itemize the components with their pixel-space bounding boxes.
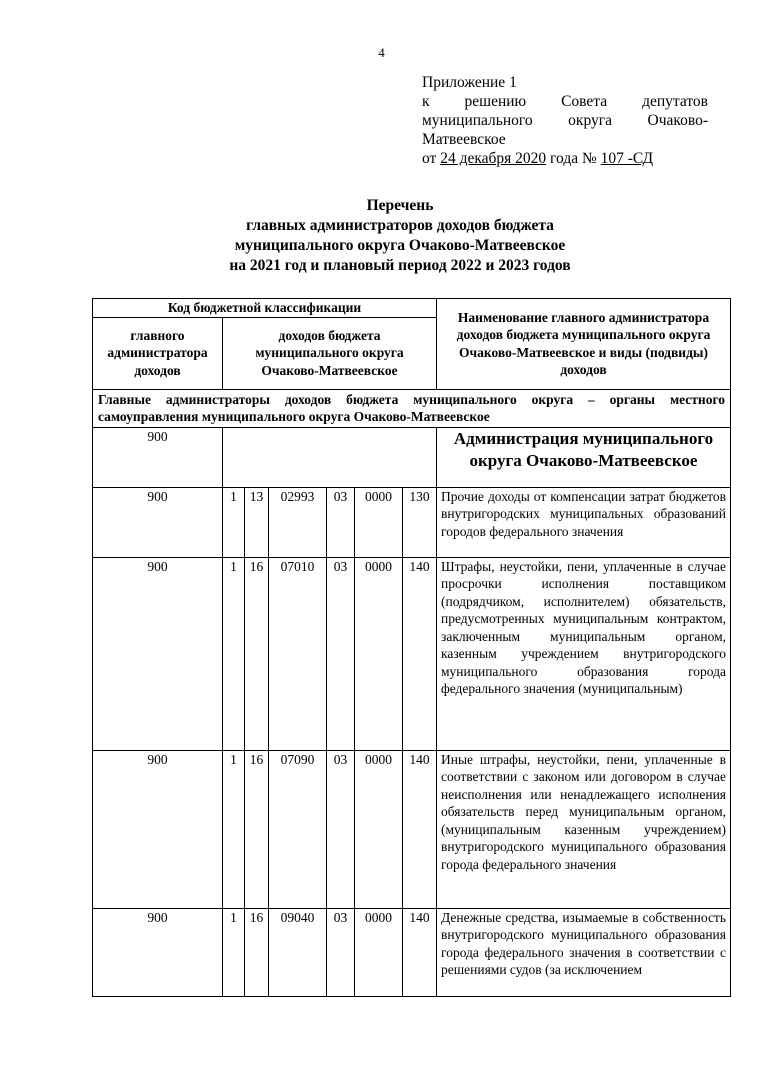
row-description: Штрафы, неустойки, пени, уплаченные в случае просрочки исполнения поставщиком (подрядчиком, исполнителем) обязательств, предусмотренных муниципальным контрактом, заключенным муниципальным органом, казенным учреждением внутригородского муниципального образования города федерального значения (муниципальным) (437, 557, 731, 750)
appendix-line-1: Приложение 1 (422, 74, 517, 91)
title-line-1: Перечень (366, 197, 434, 214)
appendix-line-4: Матвеевское (422, 131, 506, 148)
row-description: Иные штрафы, неустойки, пени, уплаченные в соответствии с законом или договором в случае неисполнения или ненадлежащего исполнения обязательств перед муниципальным органом, (муниципальным казенным учреждением) внутригородского муниципального образования города федерального значения (437, 750, 731, 908)
row-code-subgroup: 13 (245, 487, 269, 557)
row-description: Прочие доходы от компенсации затрат бюджетов внутригородских муниципальных образований городов федерального значения (437, 487, 731, 557)
appendix-date-prefix: от (422, 150, 441, 167)
appendix-date-line (422, 149, 708, 168)
row-code-subtype: 0000 (355, 750, 403, 908)
row-code-article: 09040 (269, 908, 327, 996)
row-admin-code: 900 (93, 908, 223, 996)
header-income-code: доходов бюджета муниципального округа Очаково-Матвеевское (223, 317, 437, 389)
admin-name: Администрация муниципального округа Очаково-Матвеевское (437, 427, 731, 487)
row-code-classification: 140 (403, 908, 437, 996)
appendix-number: 107 -СД (600, 150, 654, 167)
row-code-group: 1 (223, 487, 245, 557)
page-number: 4 (378, 45, 385, 60)
group-title: Главные администраторы доходов бюджета муниципального округа – органы местного самоуправления муниципального округа Очаково-Матвеевское (93, 389, 731, 427)
header-admin-name: Наименование главного администратора доходов бюджета муниципального округа Очаково-Матвеевское и виды (подвиды) доходов (437, 299, 731, 390)
admin-row (93, 427, 731, 487)
row-code-group: 1 (223, 908, 245, 996)
table-row (93, 487, 731, 557)
row-code-budget-level: 03 (327, 750, 355, 908)
revenue-administrators-table (92, 298, 731, 997)
appendix-line-3: муниципального округа Очаково- (422, 112, 708, 129)
row-description: Денежные средства, изымаемые в собственность внутригородского муниципального образования города федерального значения в соответствии с решениями судов (за исключением (437, 908, 731, 996)
row-code-subgroup: 16 (245, 750, 269, 908)
row-code-classification: 130 (403, 487, 437, 557)
title-line-2: главных администраторов доходов бюджета (246, 217, 554, 234)
row-code-article: 02993 (269, 487, 327, 557)
row-admin-code: 900 (93, 750, 223, 908)
header-admin-code: главного администратора доходов (93, 317, 223, 389)
row-code-subtype: 0000 (355, 487, 403, 557)
row-code-group: 1 (223, 557, 245, 750)
admin-empty-cell (223, 427, 437, 487)
row-code-subgroup: 16 (245, 557, 269, 750)
row-admin-code: 900 (93, 487, 223, 557)
document-title (150, 196, 650, 276)
table-row (93, 908, 731, 996)
appendix-date-mid: года № (546, 150, 601, 167)
row-code-classification: 140 (403, 750, 437, 908)
row-code-budget-level: 03 (327, 487, 355, 557)
header-row-1 (93, 299, 731, 318)
title-line-4: на 2021 год и плановый период 2022 и 2023 годов (229, 257, 571, 274)
appendix-line-2: к решению Совета депутатов (422, 93, 708, 110)
table-row (93, 750, 731, 908)
row-code-classification: 140 (403, 557, 437, 750)
row-admin-code: 900 (93, 557, 223, 750)
row-code-budget-level: 03 (327, 557, 355, 750)
table-row (93, 557, 731, 750)
row-code-article: 07010 (269, 557, 327, 750)
row-code-subtype: 0000 (355, 908, 403, 996)
row-code-subgroup: 16 (245, 908, 269, 996)
row-code-subtype: 0000 (355, 557, 403, 750)
appendix-date: 24 декабря 2020 (440, 150, 547, 167)
row-code-budget-level: 03 (327, 908, 355, 996)
row-code-group: 1 (223, 750, 245, 908)
appendix-block (422, 73, 708, 168)
title-line-3: муниципального округа Очаково-Матвеевское (234, 237, 566, 254)
header-classification: Код бюджетной классификации (93, 299, 437, 318)
admin-code: 900 (93, 427, 223, 487)
row-code-article: 07090 (269, 750, 327, 908)
group-row (93, 389, 731, 427)
